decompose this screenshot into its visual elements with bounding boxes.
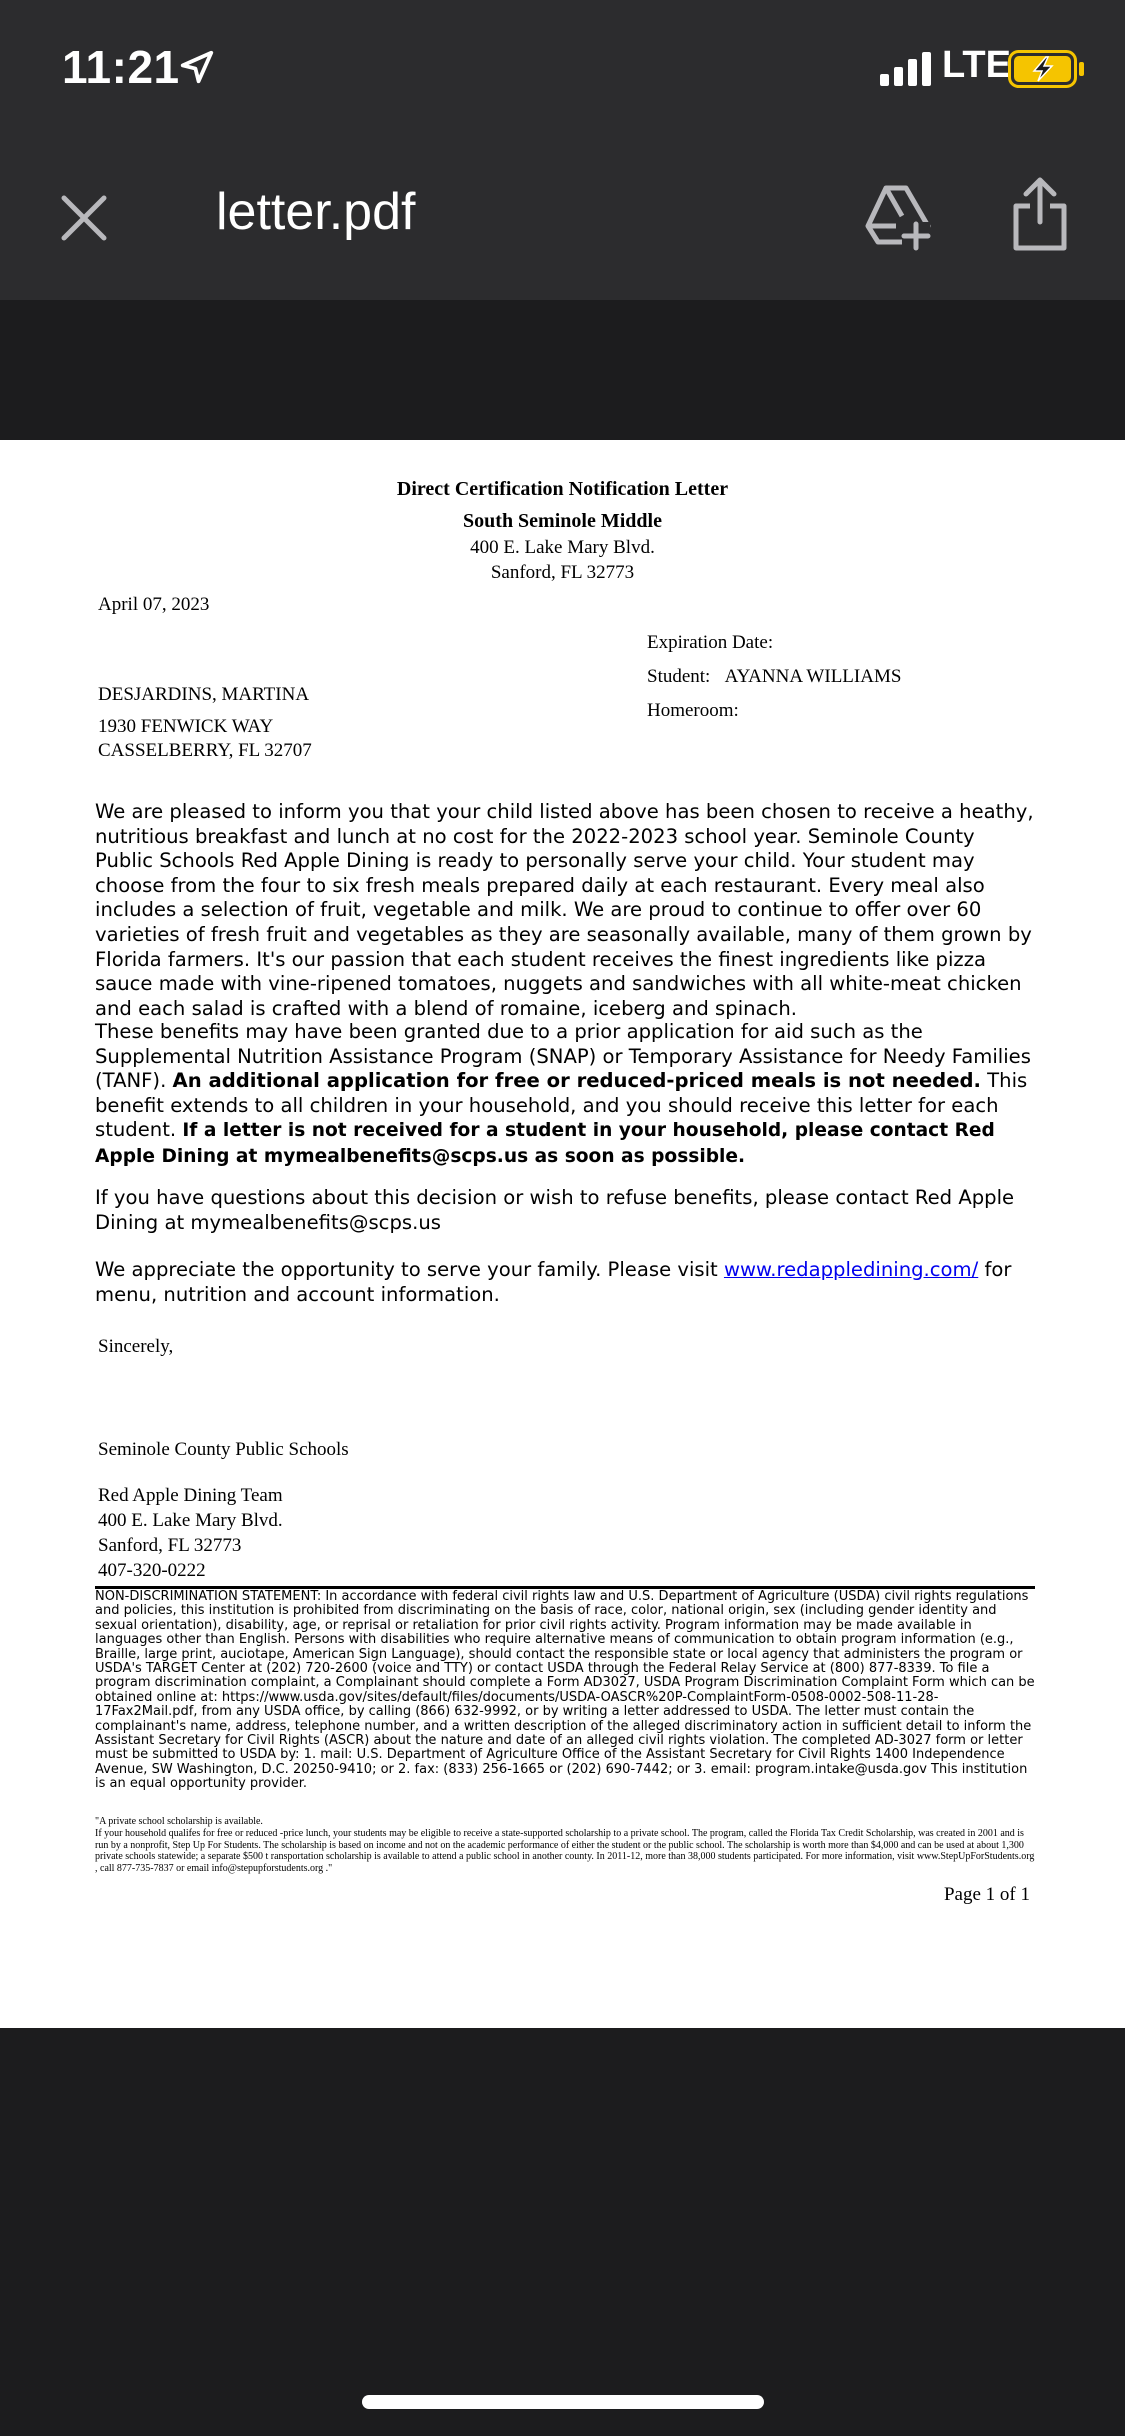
paragraph-2-bold-2: If a letter is not received for a student in your household, please contact Red Apple Dining at mymealbenefits@scps.us as soon as possible. bbox=[95, 1120, 995, 1167]
school-address-line1: 400 E. Lake Mary Blvd. bbox=[470, 537, 655, 558]
student-name: AYANNA WILLIAMS bbox=[724, 666, 902, 687]
viewer-toolbar bbox=[0, 140, 1125, 300]
letter-closing: Sincerely, bbox=[98, 1336, 174, 1357]
letter-date: April 07, 2023 bbox=[98, 594, 210, 615]
network-label: LTE bbox=[942, 44, 1011, 86]
homeroom-label: Homeroom: bbox=[647, 700, 739, 721]
paragraph-2-bold-1: An additional application for free or reduced-priced meals is not needed. bbox=[172, 1069, 981, 1093]
recipient-address-line1: 1930 FENWICK WAY bbox=[98, 716, 274, 737]
share-icon[interactable] bbox=[1010, 176, 1070, 252]
letter-paragraph-4 bbox=[95, 1258, 1035, 1307]
scholarship-heading: "A private school scholarship is available. bbox=[95, 1816, 263, 1827]
paragraph-2-text-b: This benefit extends to all children in your household, and you should receive this letter for each student. bbox=[95, 1069, 1028, 1142]
team-phone: 407-320-0222 bbox=[98, 1560, 206, 1581]
recipient-address-line2: CASSELBERRY, FL 32707 bbox=[98, 740, 312, 761]
status-time: 11:21 bbox=[62, 41, 180, 93]
letter-heading: Direct Certification Notification Letter bbox=[396, 478, 729, 500]
status-bar bbox=[0, 0, 1125, 140]
student-label: Student: bbox=[647, 666, 711, 687]
recipient-name: DESJARDINS, MARTINA bbox=[98, 684, 310, 705]
team-name: Red Apple Dining Team bbox=[98, 1485, 283, 1506]
letter-paragraph-3: If you have questions about this decision or wish to refuse benefits, please contact Red Apple Dining at mymealbenefits@scps.us bbox=[95, 1186, 1015, 1234]
pdf-page bbox=[0, 440, 1125, 2028]
team-address-line1: 400 E. Lake Mary Blvd. bbox=[98, 1510, 283, 1531]
school-address-line2: Sanford, FL 32773 bbox=[490, 562, 635, 583]
add-to-drive-icon[interactable] bbox=[862, 180, 934, 252]
page-number: Page 1 of 1 bbox=[943, 1884, 1030, 1905]
nondiscrimination-statement: NON-DISCRIMINATION STATEMENT: In accordance with federal civil rights law and U.S. Department of Agriculture (USDA) civil rights regulations and policies, this institution is prohibited from discriminating on the basis of race, color, national origin, sex (including gender identity and sexual orientation), disability, age, or reprisal or retaliation for prior civil rights activity. Program information may be made available in languages other than English. Persons with disabilities who require alternative means of communication to obtain program information (e.g., Braille, large print, auciotape, American Sign Language), should contact the responsible state or local agency that administers the program or USDA's TARGET Center at (202) 720-2600 (voice and TTY) or contact USDA through the Federal Relay Service at (800) 877-8339. To file a program discrimination complaint, a Complainant should complete a Form AD3027, USDA Program Discrimination Complaint Form which can be obtained online at: https://www.usda.gov/sites/default/files/documents/USDA-OASCR%20P-ComplaintForm-0508-0002-508-11-28-17Fax2Mail.pdf, from any USDA office, by calling (866) 632-9992, or by writing a letter addressed to USDA. The letter must contain the complainant's name, address, telephone number, and a written description of the alleged discriminatory action in sufficient detail to inform the Assistant Secretary for Civil Rights (ASCR) about the nature and date of an alleged civil rights violation. The completed AD-3027 form or letter must be submitted to USDA by: 1. mail: U.S. Department of Agriculture Office of the Assistant Secretary for Civil Rights 1400 Independence Avenue, SW Washington, D.C. 20250-9410; or 2. fax: (833) 256-1665 or (202) 690-7442; or 3. email: program.intake@usda.gov This institution is an equal opportunity provider. bbox=[95, 1589, 1035, 1792]
expiration-label: Expiration Date: bbox=[647, 632, 774, 653]
paragraph-2-text-a: These benefits may have been granted due to a prior application for aid such as the Supplemental Nutrition Assistance Program (SNAP) or Temporary Assistance for Needy Families (TANF). bbox=[95, 1020, 1031, 1093]
scholarship-text: If your household qualifes for free or reduced -price lunch, your students may be eligible to receive a state-supported scholarship to a private school. The program, called the Florida Tax Credit Scholarship, was created in 2001 and is run by a nonprofit, Step Up For Students. The scholarship is based on income and not on the academic performance of either the student or the public school. The scholarship is worth more than $4,000 and can be used at about 1,300 private schools statewide; a separate $500 t ransportation scholarship is available to attend a public school in another county. In 2011-12, more than 38,000 students participated. For more information, visit www.StepUpForStudents.org , call 877-735-7837 or email info@stepupforstudents.org ." bbox=[95, 1828, 1035, 1874]
close-icon[interactable] bbox=[58, 192, 110, 244]
paragraph-4-text-a: We appreciate the opportunity to serve your family. Please visit bbox=[95, 1258, 724, 1281]
signal-icon bbox=[880, 52, 932, 86]
document-title: letter.pdf bbox=[216, 183, 416, 241]
letter-paragraph-1: We are pleased to inform you that your child listed above has been chosen to receive a heathy, nutritious breakfast and lunch at no cost for the 2022-2023 school year. Seminole County Public Schools Red Apple Dining is ready to personally serve your child. Your student may choose from the four to six fresh meals prepared daily at each restaurant. Every meal also includes a selection of fruit, vegetable and milk. We are proud to continue to offer over 60 varieties of fresh fruit and vegetables as they are seasonally available, many of them grown by Florida farmers. It's our passion that each student receives the finest ingredients like pizza sauce made with vine-ripened tomatoes, nuggets and sandwiches with all white-meat chicken and each salad is crafted with a blend of romaine, iceberg and spinach. bbox=[95, 800, 1034, 1020]
home-indicator[interactable] bbox=[362, 2395, 764, 2409]
battery-charging-icon bbox=[1008, 50, 1086, 88]
student-line bbox=[647, 666, 901, 688]
paragraph-4-text-b: for menu, nutrition and account information. bbox=[95, 1258, 1012, 1306]
team-address-line2: Sanford, FL 32773 bbox=[98, 1535, 242, 1556]
school-name: South Seminole Middle bbox=[463, 510, 662, 532]
signature-org: Seminole County Public Schools bbox=[98, 1439, 349, 1460]
website-link[interactable]: www.redappledining.com/ bbox=[723, 1258, 979, 1281]
location-arrow-icon bbox=[178, 48, 216, 86]
letter-paragraph-2 bbox=[95, 1020, 1035, 1170]
